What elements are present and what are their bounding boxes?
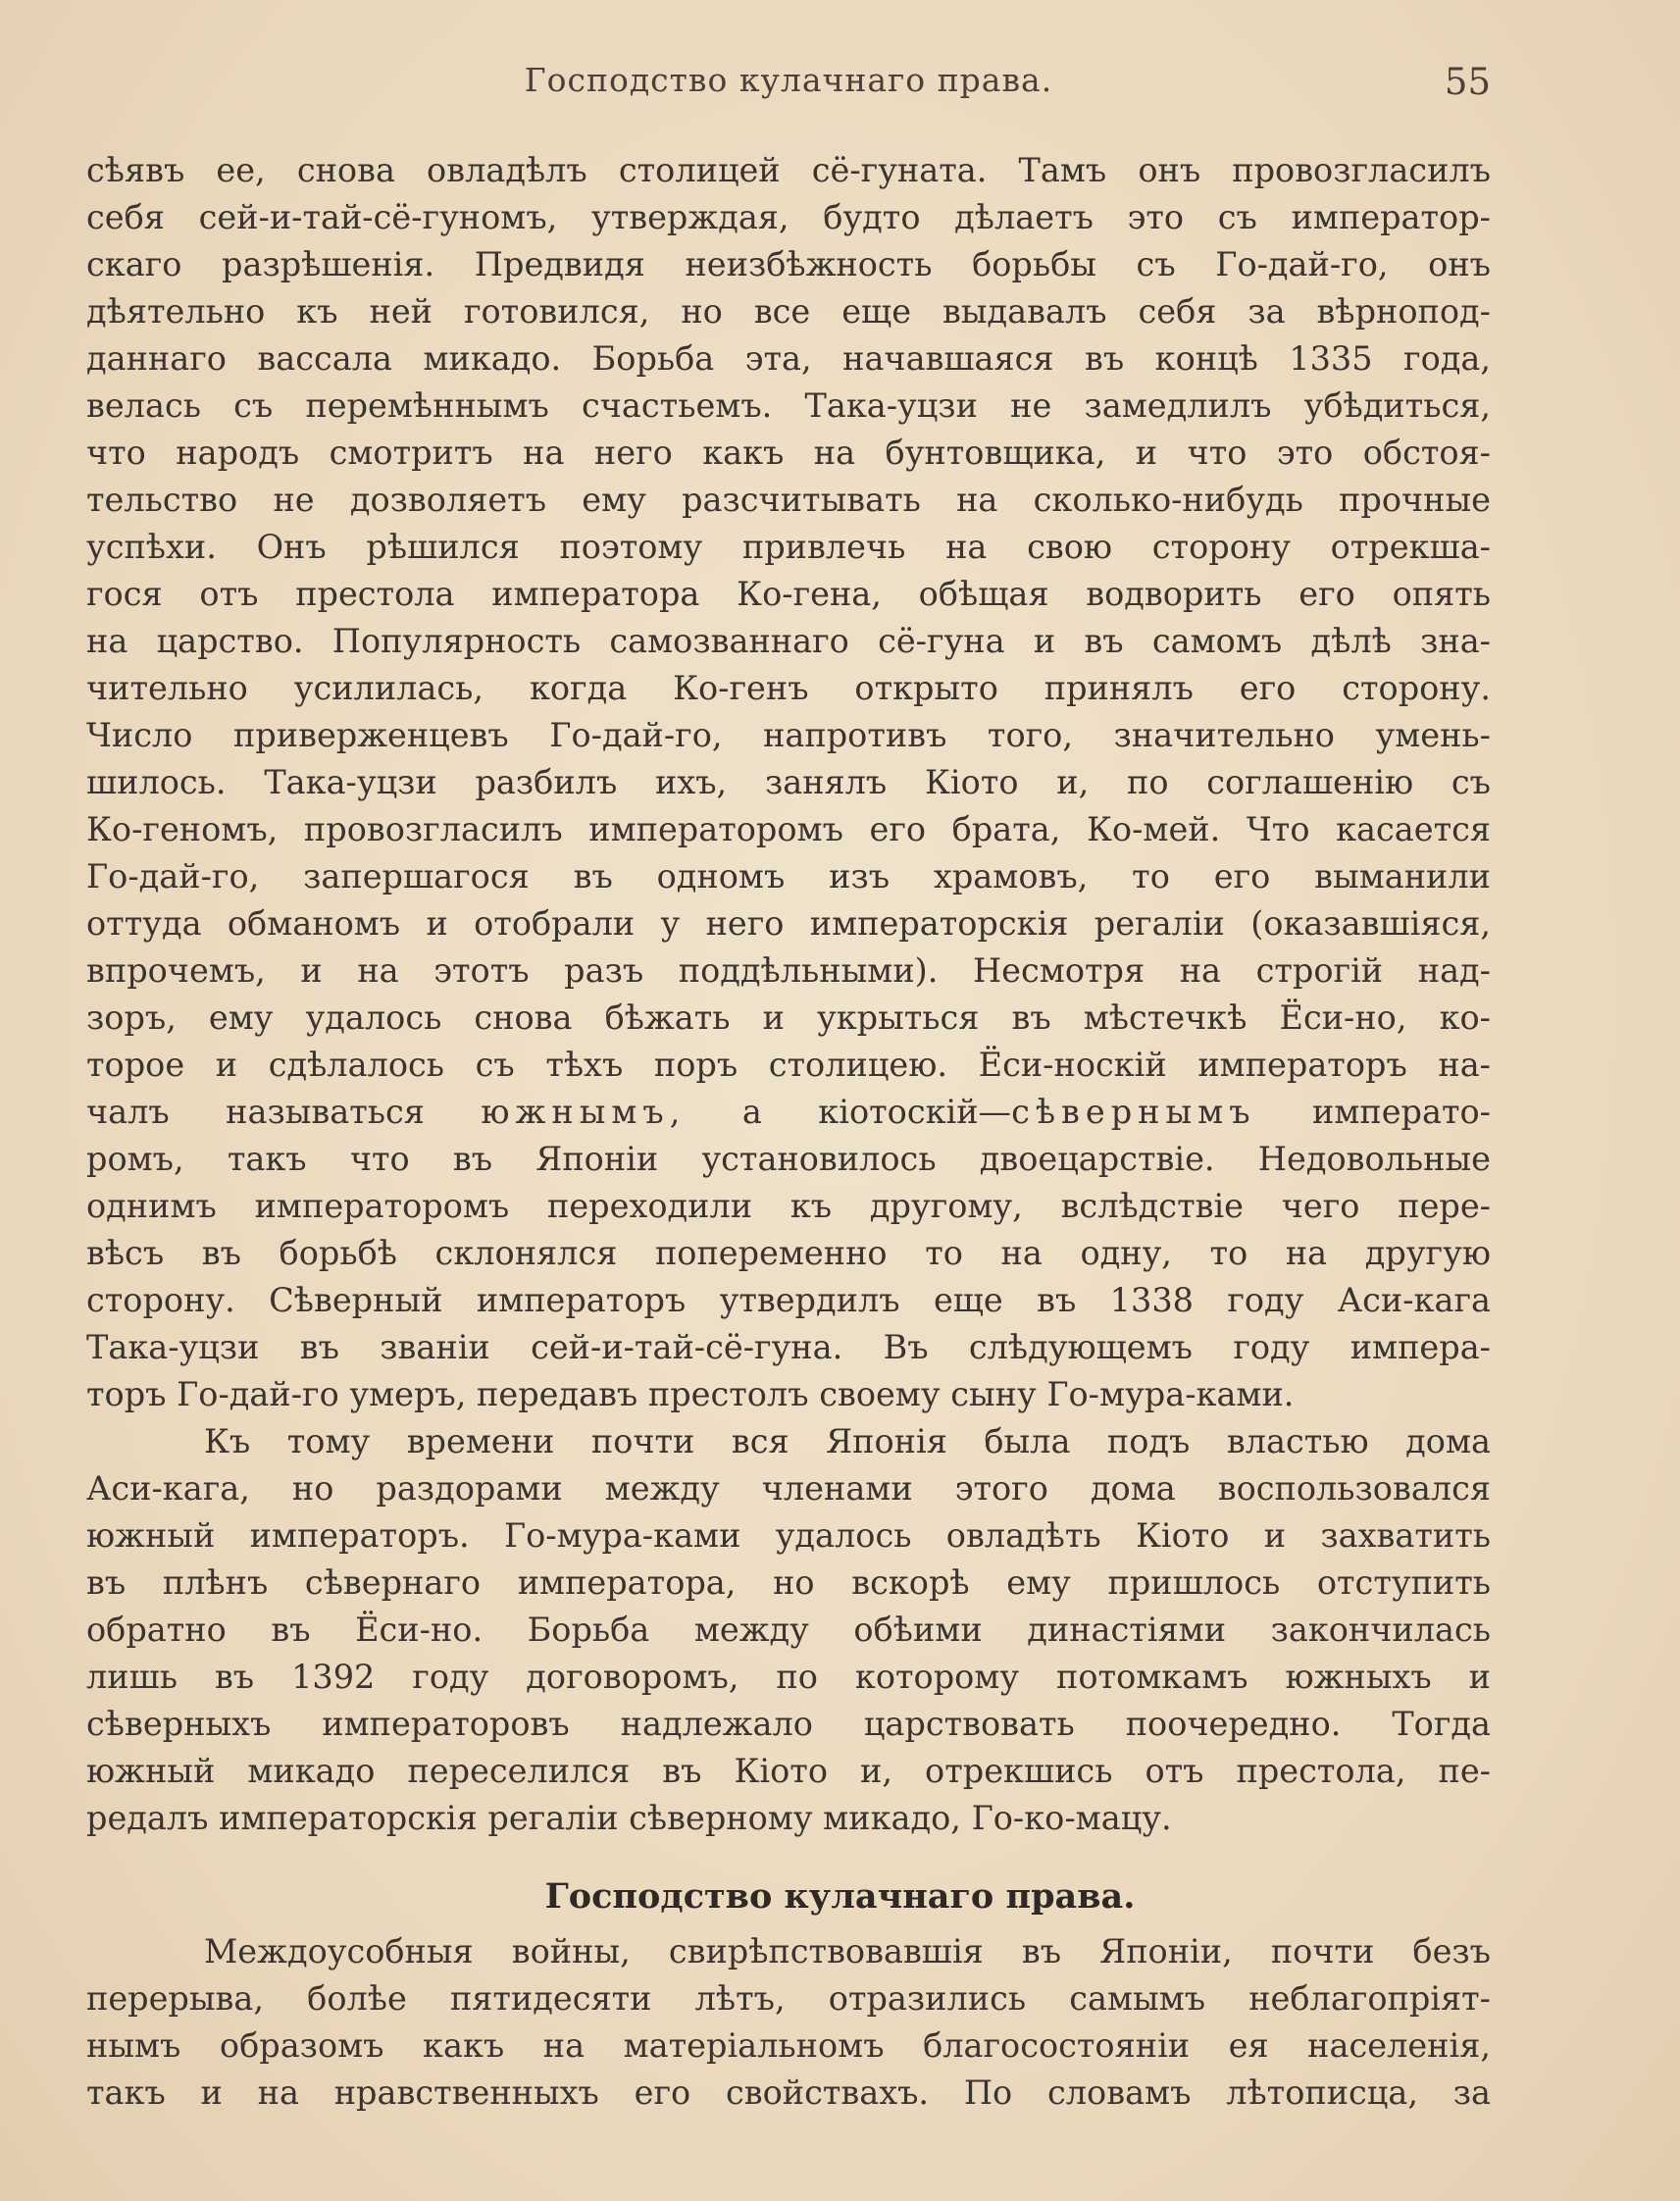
page-number: 55 — [1444, 61, 1491, 103]
text-line: нымъ образомъ какъ на матеріальномъ благосостояніи ея населенія, — [86, 2026, 1491, 2065]
text-line: велась съ перемѣннымъ счастьемъ. Така-уцзи не замедлилъ убѣдиться, — [86, 386, 1491, 425]
text-line: Аси-кага, но раздорами между членами этого дома воспользовался — [86, 1469, 1491, 1508]
text-line: Така-уцзи въ званіи сей-и-тай-сё-гуна. Въ слѣдующемъ году импера- — [86, 1328, 1491, 1366]
text-line: въ плѣнъ сѣвернаго императора, но вскорѣ ему пришлось отступить — [86, 1563, 1491, 1602]
text-line: сѣявъ ее, снова овладѣлъ столицей сё-гуната. Тамъ онъ провозгласилъ — [86, 151, 1491, 189]
text-line: даннаго вассала микадо. Борьба эта, начавшаяся въ концѣ 1335 года, — [86, 339, 1491, 378]
spaced-word-southern: южнымъ, — [481, 1093, 687, 1131]
text-fragment: чалъ называться — [86, 1093, 425, 1131]
text-line: Къ тому времени почти вся Японія была подъ властью дома — [204, 1422, 1491, 1460]
running-title: Господство кулачнаго права. — [524, 61, 1053, 99]
text-line: южный микадо переселился въ Кіото и, отрекшись отъ престола, пе- — [86, 1752, 1491, 1790]
text-line: гося отъ престола императора Ко-гена, обѣщая водворить его опять — [86, 575, 1491, 613]
text-fragment: императо- — [1312, 1093, 1491, 1131]
text-line: скаго разрѣшенія. Предвидя неизбѣжность борьбы съ Го-дай-го, онъ — [86, 245, 1491, 283]
text-line: на царство. Популярность самозваннаго сё-гуна и въ самомъ дѣлѣ зна- — [86, 622, 1491, 660]
text-line: что народъ смотритъ на него какъ на бунтовщика, и что это обстоя- — [86, 434, 1491, 472]
text-fragment: а кіотоскій— — [741, 1093, 1012, 1131]
text-line: чительно усилилась, когда Ко-генъ открыто принялъ его сторону. — [86, 669, 1491, 707]
text-line: вѣсъ въ борьбѣ склонялся попеременно то на одну, то на другую — [86, 1234, 1491, 1272]
section-heading: Господство кулачнаго права. — [544, 1876, 1136, 1917]
text-line: успѣхи. Онъ рѣшился поэтому привлечь на свою сторону отрекша- — [86, 528, 1491, 566]
text-line: перерыва, болѣе пятидесяти лѣтъ, отразились самымъ неблагопріят- — [86, 1979, 1491, 2018]
text-line: сторону. Сѣверный императоръ утвердилъ еще въ 1338 году Аси-кага — [86, 1281, 1491, 1319]
text-line: впрочемъ, и на этотъ разъ поддѣльными). Несмотря на строгій над- — [86, 951, 1491, 990]
text-line: лишь въ 1392 году договоромъ, по которому потомкамъ южныхъ и — [86, 1658, 1491, 1696]
text-line: дѣятельно къ ней готовился, но все еще выдавалъ себя за вѣрнопод- — [86, 292, 1491, 331]
spaced-word-northern: сѣвернымъ — [1011, 1093, 1256, 1131]
text-line: редалъ императорскія регаліи сѣверному микадо, Го-ко-мацу. — [86, 1799, 1172, 1837]
text-line: Ко-геномъ, провозгласилъ императоромъ его брата, Ко-мей. Что касается — [86, 810, 1491, 848]
page-header — [86, 61, 1491, 120]
text-line: зоръ, ему удалось снова бѣжать и укрыться въ мѣстечкѣ Ёси-но, ко- — [86, 998, 1491, 1037]
text-line: сѣверныхъ императоровъ надлежало царствовать поочередно. Тогда — [86, 1705, 1491, 1743]
text-line-spaced — [86, 1089, 1491, 1136]
text-line: однимъ императоромъ переходили къ другому, вслѣдствіе чего пере- — [86, 1187, 1491, 1225]
text-line: Число приверженцевъ Го-дай-го, напротивъ того, значительно умень- — [86, 716, 1491, 754]
text-line: шилось. Така-уцзи разбилъ ихъ, занялъ Кіото и, по соглашенію съ — [86, 763, 1491, 801]
text-line: оттуда обманомъ и отобрали у него императорскія регаліи (оказавшіяся, — [86, 904, 1491, 943]
text-line: торое и сдѣлалось съ тѣхъ поръ столицею. Ёси-носкій императоръ на- — [86, 1046, 1491, 1084]
text-line: такъ и на нравственныхъ его свойствахъ. По словамъ лѣтописца, за — [86, 2073, 1491, 2112]
text-line: ромъ, такъ что въ Японіи установилось двоецарствіе. Недовольные — [86, 1140, 1491, 1178]
text-line: торъ Го-дай-го умеръ, передавъ престолъ своему сыну Го-мура-ками. — [86, 1375, 1295, 1413]
text-line: тельство не дозволяетъ ему разсчитывать на сколько-нибудь прочные — [86, 481, 1491, 519]
text-line: Го-дай-го, запершагося въ одномъ изъ храмовъ, то его выманили — [86, 857, 1491, 896]
text-line: обратно въ Ёси-но. Борьба между обѣими династіями закончилась — [86, 1611, 1491, 1649]
text-line: себя сей-и-тай-сё-гуномъ, утверждая, будто дѣлаетъ это съ император- — [86, 198, 1491, 236]
text-line: Междоусобныя войны, свирѣпствовавшія въ Японіи, почти безъ — [204, 1932, 1491, 1971]
text-line: южный императоръ. Го-мура-ками удалось овладѣть Кіото и захватить — [86, 1516, 1491, 1555]
